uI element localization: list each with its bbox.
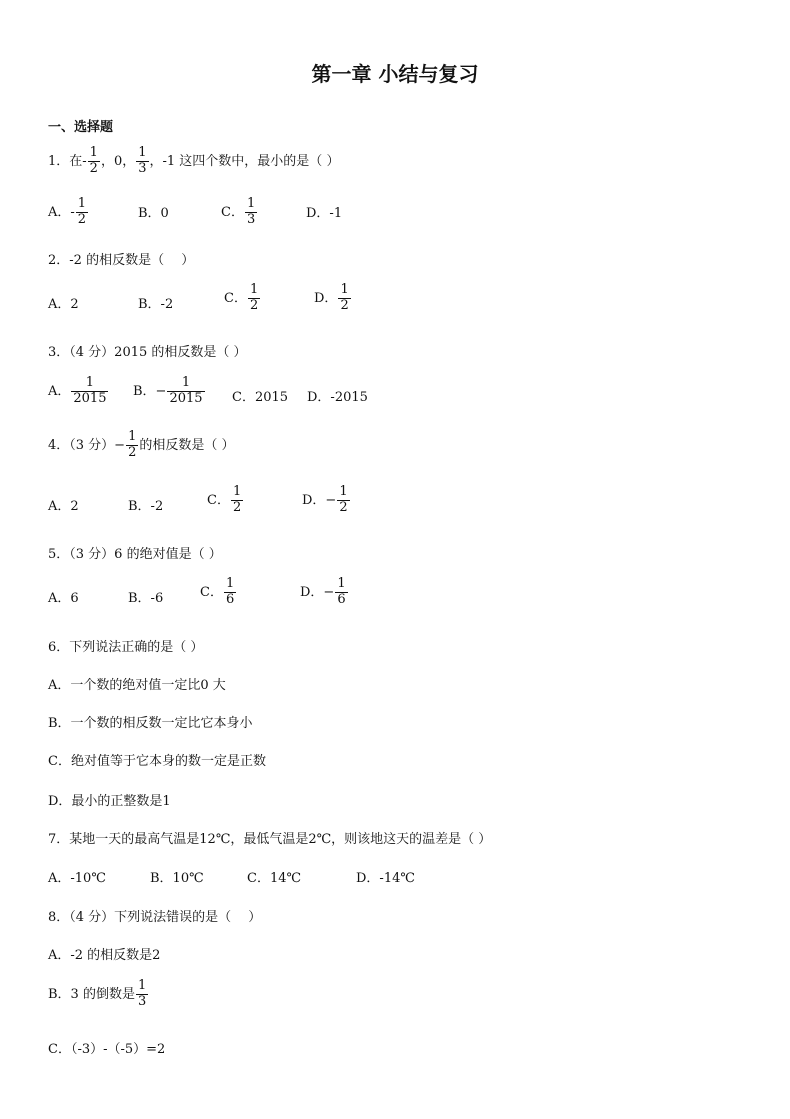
question-2: 2．-2 的相反数是（ ） bbox=[48, 253, 195, 268]
q6-option-b: B．一个数的相反数一定比它本身小 bbox=[48, 716, 253, 731]
q1-fraction-1: $\frac{1}{2}$ bbox=[89, 145, 98, 176]
q8-option-b: B．3 的倒数是 $\frac{1}{3}$ bbox=[48, 978, 147, 1009]
question-3: 3．（4 分）2015 的相反数是（ ） bbox=[48, 345, 247, 360]
question-6: 6．下列说法正确的是（ ） bbox=[48, 640, 204, 655]
q3-option-d: D．-2015 bbox=[307, 390, 368, 405]
q1-text-b: ，0， bbox=[100, 153, 136, 169]
q5-option-a: A．6 bbox=[48, 591, 79, 606]
q3-option-a: A． $\frac{1}{2015}$ bbox=[48, 375, 107, 406]
question-8: 8．（4 分）下列说法错误的是（ ） bbox=[48, 910, 262, 925]
q7-option-d: D．-14℃ bbox=[356, 871, 415, 886]
q6-option-c: C．绝对值等于它本身的数一定是正数 bbox=[48, 754, 266, 769]
q2-option-a: A．2 bbox=[48, 297, 79, 312]
q4-option-c: C． $\frac{1}{2}$ bbox=[207, 484, 242, 515]
q8-option-c: C．（-3）-（-5）=2 bbox=[48, 1042, 166, 1057]
q7-option-c: C．14℃ bbox=[247, 871, 302, 886]
q3-option-b: B．− $\frac{1}{2015}$ bbox=[133, 375, 203, 406]
q6-option-a: A．一个数的绝对值一定比0 大 bbox=[48, 678, 226, 693]
page-title: 第一章 小结与复习 bbox=[311, 62, 479, 86]
q4-option-a: A．2 bbox=[48, 499, 79, 514]
q2-option-c: C． $\frac{1}{2}$ bbox=[224, 282, 259, 313]
q1-text-a: 1．在- bbox=[48, 153, 87, 169]
q1-option-c: C． $\frac{1}{3}$ bbox=[221, 196, 256, 227]
q1-option-b: B．0 bbox=[138, 206, 169, 221]
q4-option-b: B．-2 bbox=[128, 499, 164, 514]
question-4: 4．（3 分）− $\frac{1}{2}$ 的相反数是（ ） bbox=[48, 429, 235, 460]
q1-option-d: D．-1 bbox=[306, 206, 343, 221]
q3-option-c: C．2015 bbox=[232, 390, 289, 405]
q8-option-a: A．-2 的相反数是2 bbox=[48, 948, 161, 963]
q1-text-c: ，-1 这四个数中，最小的是（ ） bbox=[149, 153, 340, 169]
question-1 bbox=[48, 146, 339, 177]
q6-option-d: D．最小的正整数是1 bbox=[48, 794, 171, 809]
q7-option-b: B．10℃ bbox=[150, 871, 204, 886]
q1-option-a: A．- $\frac{1}{2}$ bbox=[48, 196, 87, 227]
q5-option-d: D．− $\frac{1}{6}$ bbox=[300, 576, 346, 607]
q1-fraction-2: $\frac{1}{3}$ bbox=[138, 145, 147, 176]
q4-option-d: D．− $\frac{1}{2}$ bbox=[302, 484, 348, 515]
section-heading: 一、选择题 bbox=[48, 120, 114, 135]
question-7: 7．某地一天的最高气温是12℃，最低气温是2℃，则该地这天的温差是（ ） bbox=[48, 832, 492, 847]
q5-option-b: B．-6 bbox=[128, 591, 164, 606]
q7-option-a: A．-10℃ bbox=[48, 871, 106, 886]
q2-option-d: D． $\frac{1}{2}$ bbox=[314, 282, 349, 313]
q5-option-c: C． $\frac{1}{6}$ bbox=[200, 576, 235, 607]
q2-option-b: B．-2 bbox=[138, 297, 174, 312]
question-5: 5．（3 分）6 的绝对值是（ ） bbox=[48, 547, 222, 562]
